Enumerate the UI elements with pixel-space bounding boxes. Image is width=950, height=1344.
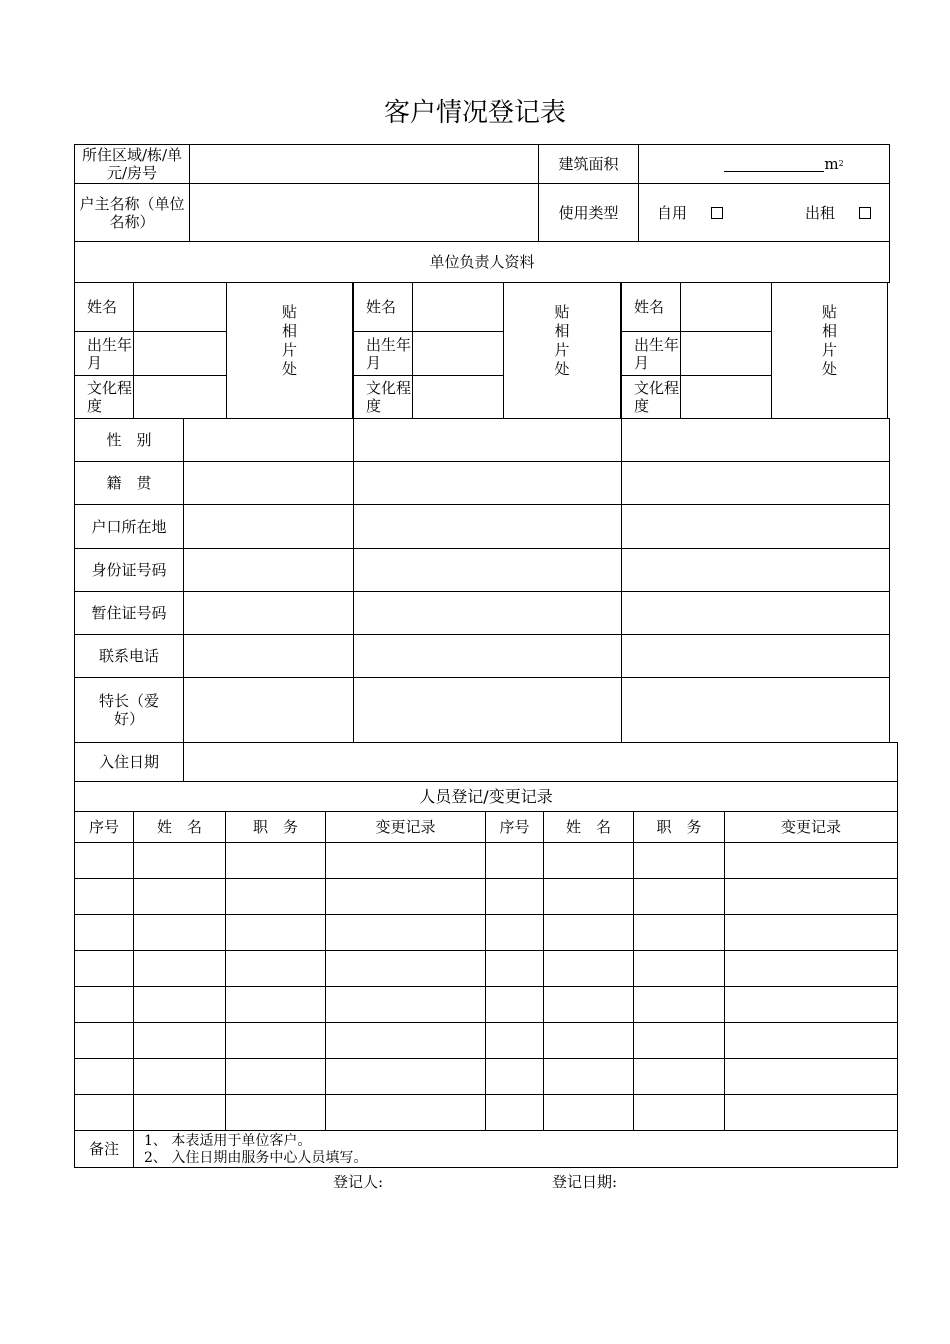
registry-cell[interactable] <box>74 914 134 951</box>
usage-rent-checkbox[interactable] <box>859 207 871 219</box>
attribute-label: 暂住证号码 <box>74 591 184 635</box>
registry-cell[interactable] <box>724 842 898 879</box>
registry-cell[interactable] <box>133 1058 226 1095</box>
registry-column-header: 变更记录 <box>325 811 486 843</box>
registry-cell[interactable] <box>225 950 326 987</box>
attribute-field[interactable] <box>621 461 890 505</box>
person-birth-field[interactable] <box>680 331 772 376</box>
registry-cell[interactable] <box>633 878 725 915</box>
registry-cell[interactable] <box>325 950 486 987</box>
registry-cell[interactable] <box>633 914 725 951</box>
registry-cell[interactable] <box>633 1022 725 1059</box>
registry-cell[interactable] <box>485 950 544 987</box>
registry-cell[interactable] <box>724 986 898 1023</box>
attribute-field[interactable] <box>183 548 354 592</box>
registry-cell[interactable] <box>74 950 134 987</box>
person-name-field[interactable] <box>412 282 504 332</box>
registry-cell[interactable] <box>633 1094 725 1131</box>
area-input-line[interactable] <box>724 157 824 172</box>
person-birth-field[interactable] <box>412 331 504 376</box>
attribute-field[interactable] <box>621 677 890 743</box>
registry-cell[interactable] <box>225 1094 326 1131</box>
registry-cell[interactable] <box>133 1094 226 1131</box>
attribute-field[interactable] <box>621 634 890 678</box>
registry-column-header: 姓 名 <box>543 811 634 843</box>
usage-field <box>638 183 890 242</box>
area-unit: m <box>824 155 839 173</box>
registry-cell[interactable] <box>325 878 486 915</box>
person-education-field[interactable] <box>412 375 504 419</box>
registry-column-header: 姓 名 <box>133 811 226 843</box>
owner-label: 户主名称（单位名称） <box>74 183 190 242</box>
usage-rent-label: 出租 <box>804 203 835 222</box>
registry-cell[interactable] <box>225 878 326 915</box>
attribute-label: 籍 贯 <box>74 461 184 505</box>
photo-placeholder[interactable] <box>503 282 621 419</box>
registry-cell[interactable] <box>485 842 544 879</box>
person-education-label: 文化程度 <box>353 375 413 419</box>
registry-cell[interactable] <box>133 878 226 915</box>
person-education-field[interactable] <box>680 375 772 419</box>
attribute-label: 身份证号码 <box>74 548 184 592</box>
registry-title: 人员登记/变更记录 <box>74 781 898 812</box>
photo-placeholder[interactable] <box>226 282 353 419</box>
address-label: 所住区域/栋/单元/房号 <box>74 144 190 184</box>
attribute-field[interactable] <box>183 504 354 549</box>
registry-cell[interactable] <box>74 878 134 915</box>
attribute-label: 特长（爱好） <box>74 677 184 743</box>
person-birth-label: 出生年月 <box>353 331 413 376</box>
registrar-label: 登记人: <box>333 1173 384 1191</box>
registry-cell[interactable] <box>74 1058 134 1095</box>
usage-self-checkbox[interactable] <box>711 207 723 219</box>
photo-label: 贴相片处 <box>821 302 837 378</box>
owner-field[interactable] <box>189 183 539 242</box>
registry-cell[interactable] <box>485 986 544 1023</box>
registry-column-header: 职 务 <box>633 811 725 843</box>
registry-cell[interactable] <box>325 914 486 951</box>
attribute-field[interactable] <box>621 504 890 549</box>
registry-column-header: 序号 <box>485 811 544 843</box>
attribute-field[interactable] <box>621 418 890 462</box>
registry-cell[interactable] <box>133 1022 226 1059</box>
usage-label: 使用类型 <box>538 183 639 242</box>
registry-cell[interactable] <box>133 914 226 951</box>
registry-cell[interactable] <box>133 950 226 987</box>
registry-cell[interactable] <box>724 1058 898 1095</box>
notes-content <box>133 1130 898 1168</box>
photo-label: 贴相片处 <box>281 302 297 378</box>
registry-cell[interactable] <box>74 986 134 1023</box>
person-name-label: 姓名 <box>74 282 134 332</box>
attribute-field[interactable] <box>183 677 354 743</box>
attribute-field[interactable] <box>353 418 622 462</box>
attribute-field[interactable] <box>621 591 890 635</box>
person-birth-field[interactable] <box>133 331 227 376</box>
photo-placeholder[interactable] <box>771 282 888 419</box>
registry-cell[interactable] <box>225 914 326 951</box>
attribute-label: 户口所在地 <box>74 504 184 549</box>
attribute-field[interactable] <box>183 634 354 678</box>
registry-cell[interactable] <box>633 842 725 879</box>
registry-cell[interactable] <box>543 986 634 1023</box>
registry-cell[interactable] <box>225 842 326 879</box>
attribute-field[interactable] <box>183 418 354 462</box>
registry-cell[interactable] <box>225 1022 326 1059</box>
person-education-label: 文化程度 <box>74 375 134 419</box>
registry-cell[interactable] <box>485 1094 544 1131</box>
notes-line-2: 2、 入住日期由服务中心人员填写。 <box>144 1150 368 1166</box>
register-date-label: 登记日期: <box>552 1173 618 1191</box>
attribute-field[interactable] <box>353 677 622 743</box>
usage-self-label: 自用 <box>657 203 688 222</box>
registry-cell[interactable] <box>633 1058 725 1095</box>
registry-cell[interactable] <box>724 950 898 987</box>
attribute-label: 联系电话 <box>74 634 184 678</box>
attribute-field[interactable] <box>183 591 354 635</box>
registry-cell[interactable] <box>325 986 486 1023</box>
registry-cell[interactable] <box>543 914 634 951</box>
registry-cell[interactable] <box>74 842 134 879</box>
registry-cell[interactable] <box>724 1094 898 1131</box>
attribute-field[interactable] <box>353 504 622 549</box>
registry-cell[interactable] <box>724 1022 898 1059</box>
page-title: 客户情况登记表 <box>383 98 566 128</box>
registry-cell[interactable] <box>325 1022 486 1059</box>
area-label: 建筑面积 <box>538 144 639 184</box>
registry-cell[interactable] <box>485 1058 544 1095</box>
registry-cell[interactable] <box>543 1058 634 1095</box>
move-in-field[interactable] <box>183 742 898 782</box>
notes-line-1: 1、 本表适用于单位客户。 <box>144 1133 312 1149</box>
attribute-field[interactable] <box>353 548 622 592</box>
area-unit-sup: 2 <box>838 159 844 168</box>
registry-cell[interactable] <box>633 986 725 1023</box>
registry-cell[interactable] <box>485 914 544 951</box>
registry-cell[interactable] <box>325 1058 486 1095</box>
person-education-field[interactable] <box>133 375 227 419</box>
contacts-header: 单位负责人资料 <box>74 241 890 283</box>
area-field[interactable] <box>638 144 890 184</box>
registry-cell[interactable] <box>485 1022 544 1059</box>
attribute-field[interactable] <box>621 548 890 592</box>
registry-cell[interactable] <box>543 878 634 915</box>
registry-column-header: 职 务 <box>225 811 326 843</box>
address-field[interactable] <box>189 144 539 184</box>
attribute-field[interactable] <box>183 461 354 505</box>
registry-cell[interactable] <box>485 878 544 915</box>
registry-column-header: 变更记录 <box>724 811 898 843</box>
registry-cell[interactable] <box>225 986 326 1023</box>
usage-self-option[interactable] <box>657 204 723 222</box>
registry-cell[interactable] <box>724 878 898 915</box>
registry-cell[interactable] <box>633 950 725 987</box>
attribute-label: 性 别 <box>74 418 184 462</box>
person-name-field[interactable] <box>133 282 227 332</box>
registry-cell[interactable] <box>325 1094 486 1131</box>
person-birth-label: 出生年月 <box>74 331 134 376</box>
registry-cell[interactable] <box>325 842 486 879</box>
person-name-label: 姓名 <box>353 282 413 332</box>
person-birth-label: 出生年月 <box>621 331 681 376</box>
photo-label: 贴相片处 <box>554 302 570 378</box>
attribute-field[interactable] <box>353 634 622 678</box>
move-in-label: 入住日期 <box>74 742 184 782</box>
registry-cell[interactable] <box>724 914 898 951</box>
person-name-field[interactable] <box>680 282 772 332</box>
registry-cell[interactable] <box>133 842 226 879</box>
notes-label: 备注 <box>74 1130 134 1168</box>
registry-cell[interactable] <box>543 1094 634 1131</box>
registry-cell[interactable] <box>543 1022 634 1059</box>
registry-cell[interactable] <box>74 1022 134 1059</box>
person-name-label: 姓名 <box>621 282 681 332</box>
attribute-field[interactable] <box>353 461 622 505</box>
registry-cell[interactable] <box>74 1094 134 1131</box>
registry-cell[interactable] <box>225 1058 326 1095</box>
registry-cell[interactable] <box>543 842 634 879</box>
attribute-field[interactable] <box>353 591 622 635</box>
usage-rent-option[interactable] <box>805 204 871 222</box>
registry-column-header: 序号 <box>74 811 134 843</box>
registry-cell[interactable] <box>543 950 634 987</box>
registry-cell[interactable] <box>133 986 226 1023</box>
person-education-label: 文化程度 <box>621 375 681 419</box>
